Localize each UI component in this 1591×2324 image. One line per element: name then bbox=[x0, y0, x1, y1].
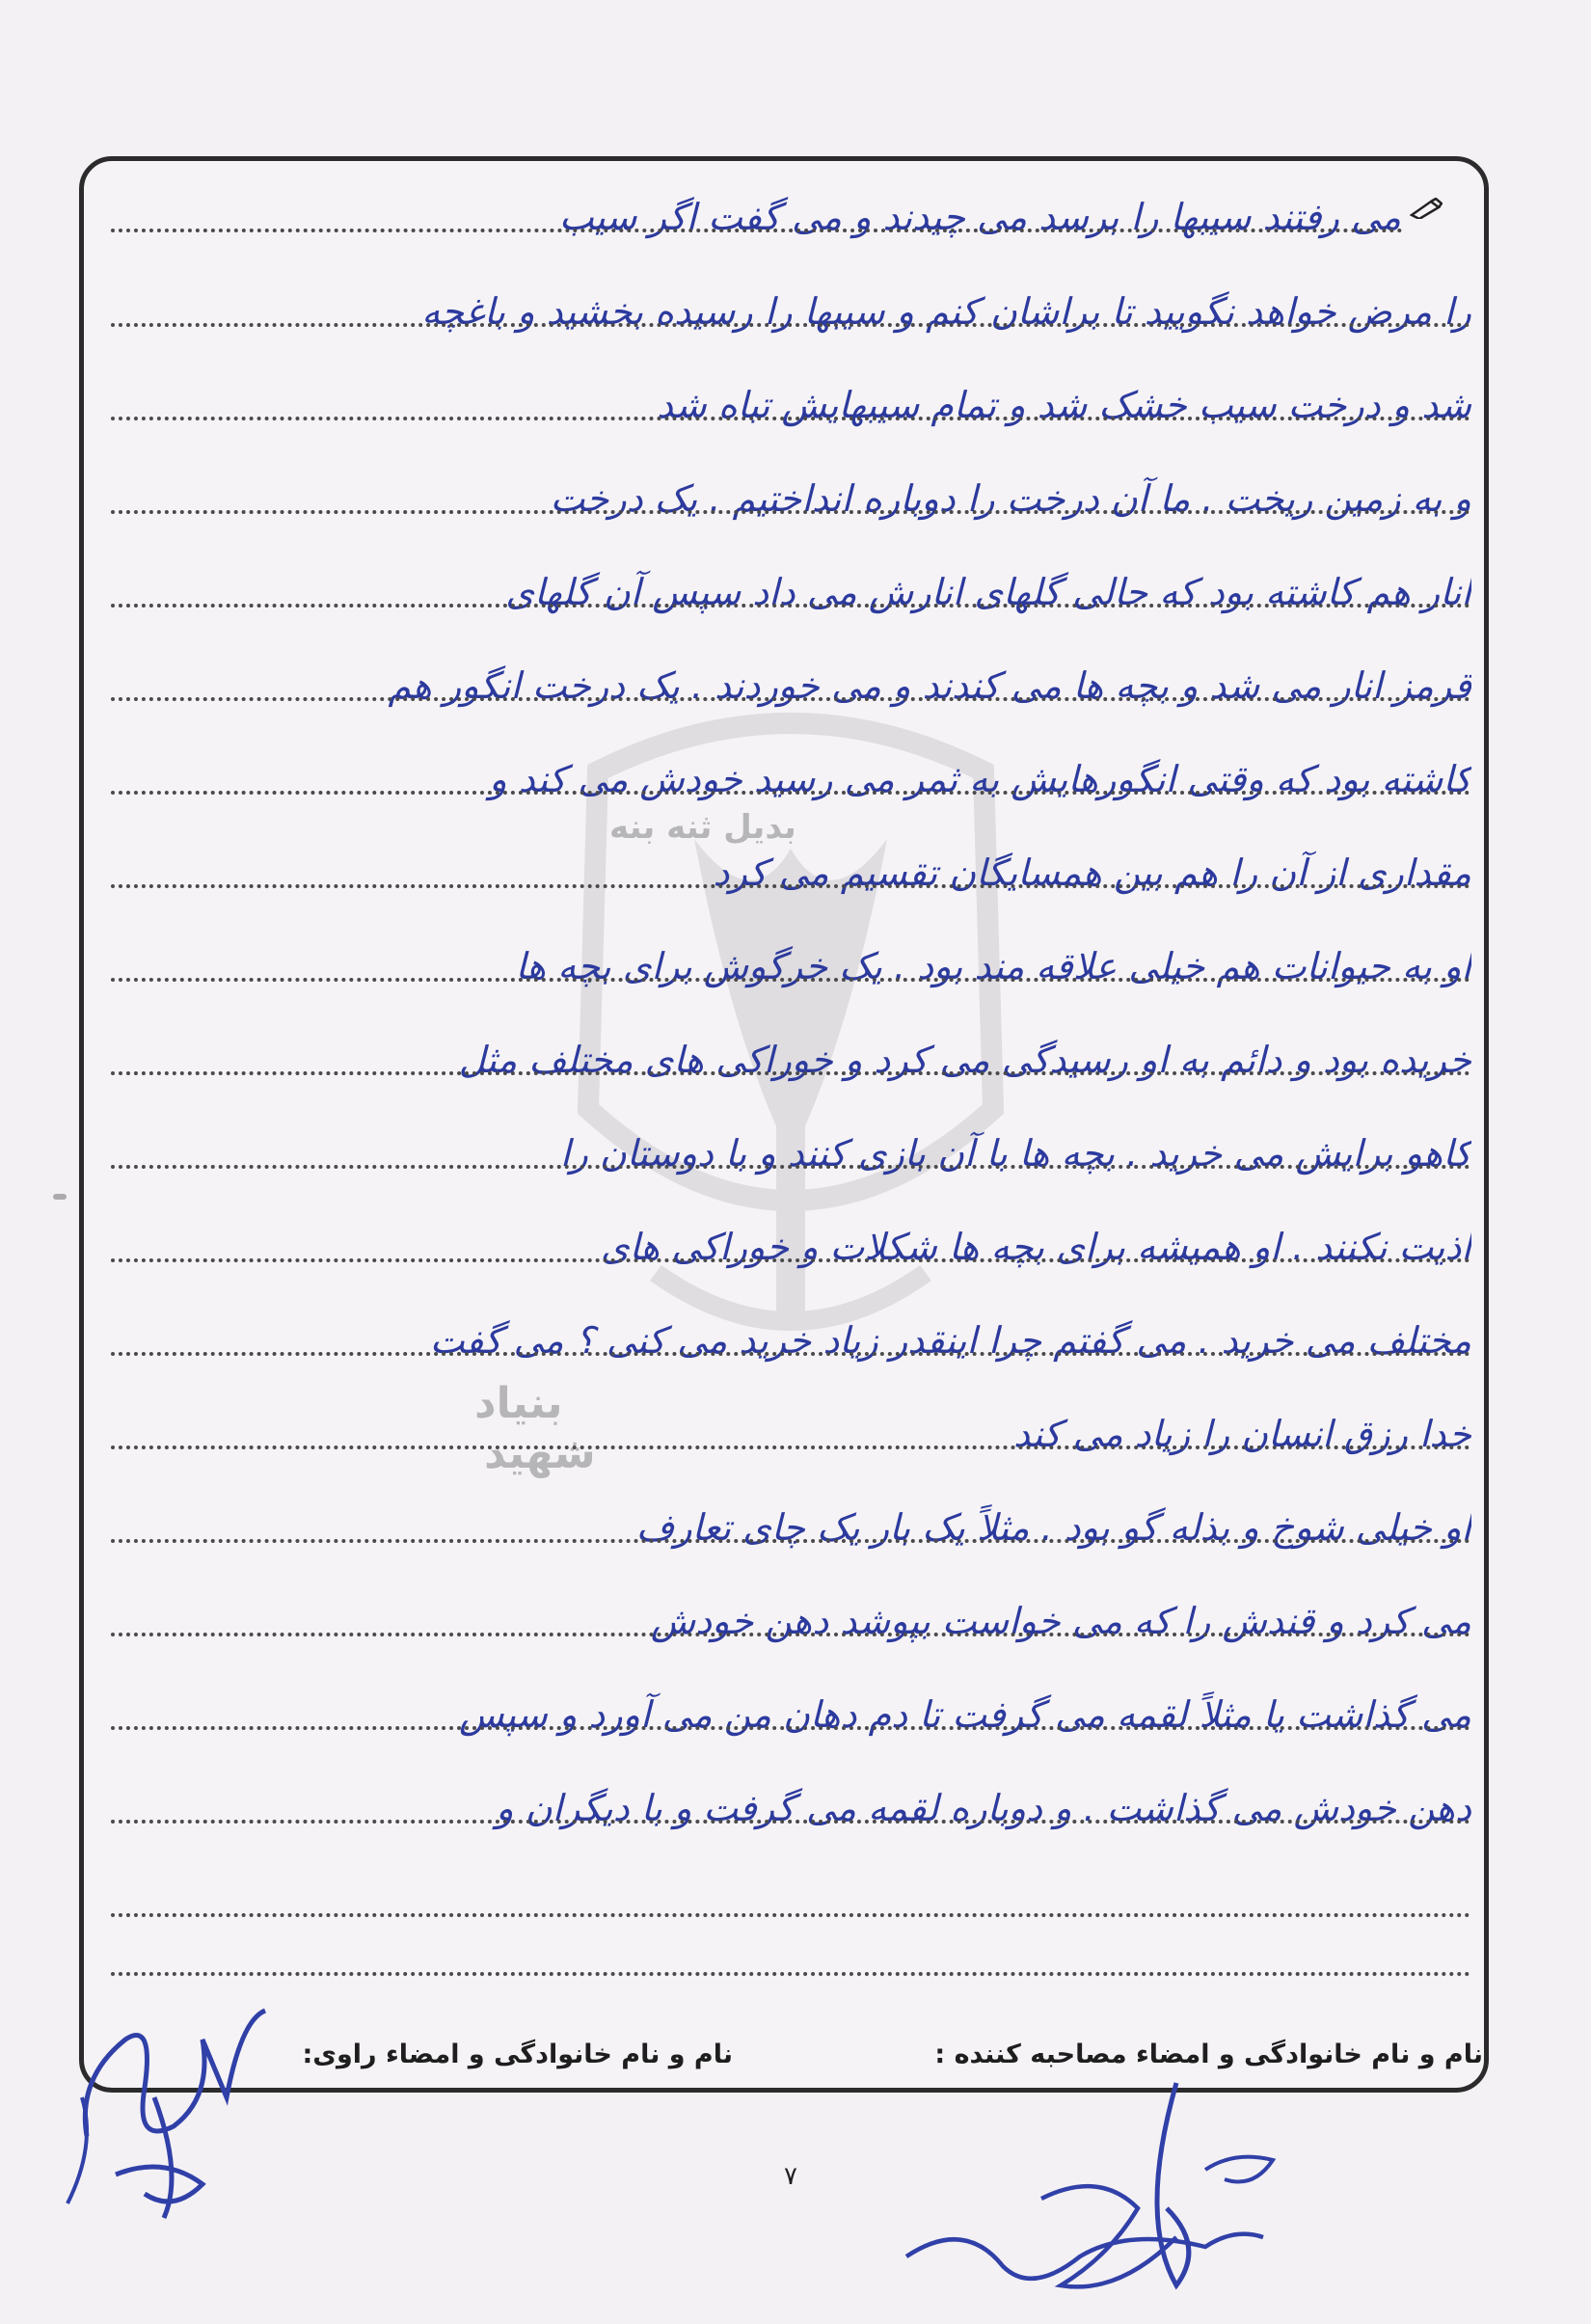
ruled-line bbox=[111, 978, 1470, 982]
handwriting-line: خدا رزق انسان را زیاد می کند bbox=[1012, 1413, 1471, 1455]
watermark-line1: بدیل ثنه بنه bbox=[609, 808, 796, 847]
watermark-line3: شهید bbox=[484, 1429, 596, 1478]
handwriting-line: و به زمین ریخت . ما آن درخت را دوباره انداختیم . یک درخت bbox=[550, 477, 1471, 520]
ink-speck bbox=[53, 1194, 67, 1200]
ruled-line bbox=[111, 604, 1470, 608]
ruled-line bbox=[111, 1352, 1470, 1356]
ruled-line bbox=[111, 229, 1403, 232]
ruled-line bbox=[111, 1539, 1470, 1543]
interviewer-signature-label: نام و نام خانوادگی و امضاء مصاحبه کننده : bbox=[934, 2040, 1483, 2069]
handwriting-line: خریده بود و دائم به او رسیدگی می کرد و خوراکی های مختلف مثل bbox=[458, 1039, 1471, 1081]
handwriting-line: می گذاشت یا مثلاً لقمه می گرفت تا دم دهان من می آورد و سپس bbox=[459, 1693, 1471, 1736]
handwriting-line: را مرض خواهد نگویید تا براشان کنم و سیبها را رسیده بخشید و باغچه bbox=[421, 290, 1471, 333]
ruled-line bbox=[111, 1972, 1470, 1976]
handwriting-line: انار هم کاشته بود که حالی گلهای انارش می داد سپس آن گلهای bbox=[505, 571, 1471, 613]
ruled-line bbox=[111, 1726, 1470, 1730]
pencil-icon bbox=[1410, 198, 1443, 219]
ruled-line bbox=[111, 791, 1470, 795]
page-number: ۷ bbox=[784, 2162, 797, 2191]
interviewer-signature bbox=[887, 2064, 1302, 2314]
handwriting-line: می رفتند سیبها را برسد می چیدند و می گفت اگر سیب bbox=[558, 196, 1401, 238]
ruled-line bbox=[111, 1633, 1470, 1636]
handwriting-line: شد و درخت سیب خشک شد و تمام سیبهایش تباه شد bbox=[656, 384, 1471, 426]
narrator-signature bbox=[58, 1982, 280, 2223]
handwriting-line: اذیت نکنند . او همیشه برای بچه ها شکلات و خوراکی های bbox=[600, 1226, 1471, 1268]
ruled-line bbox=[111, 697, 1470, 701]
ruled-line bbox=[111, 1258, 1470, 1262]
handwriting-line: دهن خودش می گذاشت . و دوباره لقمه می گرفت و با دیگران و bbox=[496, 1787, 1471, 1829]
narrator-signature-label: نام و نام خانوادگی و امضاء راوی: bbox=[302, 2040, 733, 2069]
handwriting-line: مقداری از آن را هم بین همسایگان تقسیم می کرد bbox=[713, 851, 1471, 894]
ruled-line bbox=[111, 417, 1470, 420]
handwriting-line: می کرد و قندش را که می خواست بپوشد دهن خودش bbox=[650, 1600, 1471, 1642]
handwriting-line: او به حیوانات هم خیلی علاقه مند بود . یک خرگوش برای بچه ها bbox=[515, 945, 1471, 987]
handwriting-line: کاشته بود که وقتی انگورهایش به ثمر می رسید خودش می کند و bbox=[489, 758, 1471, 800]
handwriting-line: قرمز انار می شد و بچه ها می کندند و می خوردند . یک درخت انگور هم bbox=[388, 664, 1471, 707]
watermark-line2: بنیاد bbox=[474, 1379, 563, 1428]
ruled-line bbox=[111, 1071, 1470, 1075]
ruled-line bbox=[111, 1165, 1470, 1169]
ruled-line bbox=[111, 1913, 1470, 1917]
handwriting-line: مختلف می خرید . می گفتم چرا اینقدر زیاد خرید می کنی ؟ می گفت bbox=[429, 1319, 1471, 1362]
ruled-line bbox=[111, 1820, 1470, 1824]
ruled-line bbox=[111, 510, 1470, 514]
handwriting-line: کاهو برایش می خرید . بچه ها با آن بازی کنند و با دوستان را bbox=[559, 1132, 1471, 1175]
ruled-line bbox=[111, 323, 1470, 327]
ruled-line bbox=[111, 1446, 1470, 1449]
handwriting-line: او خیلی شوخ و بذله گو بود . مثلاً یک بار یک چای تعارف bbox=[635, 1506, 1471, 1549]
ruled-line bbox=[111, 884, 1470, 888]
